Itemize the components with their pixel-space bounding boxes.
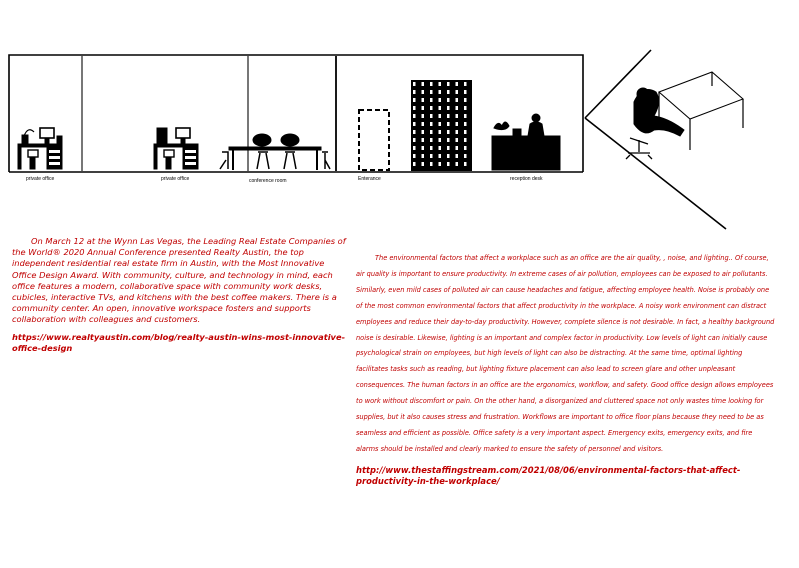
window-cell bbox=[464, 114, 467, 118]
window-cell bbox=[422, 162, 425, 166]
window-cell bbox=[464, 138, 467, 142]
window-cell bbox=[464, 82, 467, 86]
window-cell bbox=[430, 98, 433, 102]
window-cell bbox=[456, 122, 459, 126]
window-cell bbox=[464, 90, 467, 94]
label-private-office-1: private office bbox=[26, 176, 55, 182]
window-cell bbox=[422, 154, 425, 158]
window-cell bbox=[447, 82, 450, 86]
window-cell bbox=[447, 130, 450, 134]
window-cell bbox=[464, 106, 467, 110]
window-cell bbox=[456, 98, 459, 102]
window-cell bbox=[439, 154, 442, 158]
label-conference-room: conference room bbox=[249, 178, 287, 184]
window-cell bbox=[422, 146, 425, 150]
window-cell bbox=[439, 90, 442, 94]
window-cell bbox=[413, 138, 416, 142]
window-cell bbox=[447, 162, 450, 166]
window-grid-wall bbox=[411, 80, 472, 171]
window-cell bbox=[439, 106, 442, 110]
article-left-source-link[interactable]: https://www.realtyaustin.com/blog/realty-austin-wins-most-innovative-office-design bbox=[12, 331, 346, 353]
article-right bbox=[356, 251, 776, 488]
window-cell bbox=[413, 122, 416, 126]
window-cell bbox=[430, 154, 433, 158]
window-cell bbox=[413, 154, 416, 158]
window-cell bbox=[413, 162, 416, 166]
label-private-office-2: private office bbox=[161, 176, 190, 182]
window-cell bbox=[464, 146, 467, 150]
label-entrance: Enterance bbox=[358, 176, 381, 182]
window-cell bbox=[439, 122, 442, 126]
window-cell bbox=[413, 82, 416, 86]
window-cell bbox=[456, 154, 459, 158]
window-cell bbox=[447, 90, 450, 94]
window-cell bbox=[439, 82, 442, 86]
window-cell bbox=[422, 98, 425, 102]
window-cell bbox=[447, 122, 450, 126]
window-cell bbox=[422, 114, 425, 118]
window-cell bbox=[456, 114, 459, 118]
article-left-body: On March 12 at the Wynn Las Vegas, the Leading Real Estate Companies of the World® 2020 Annual Conference presented Realty Austin, the top independent residential real estate firm in Austin, with the Most Innovative Office Design Award. With community, culture, and technology in mind, each office features a modern, collaborative space with community work desks, cubicles, interactive TVs, and kitchens with the best coffee makers. There is a community center. An open, innovative workspace fosters and supports collaboration with colleagues and customers. bbox=[12, 236, 346, 325]
private-office-1-furniture bbox=[18, 128, 62, 169]
window-cell bbox=[447, 138, 450, 142]
window-cell bbox=[447, 106, 450, 110]
window-cell bbox=[422, 90, 425, 94]
window-cell bbox=[456, 82, 459, 86]
window-cell bbox=[447, 146, 450, 150]
window-cell bbox=[464, 98, 467, 102]
window-cell bbox=[430, 82, 433, 86]
entrance-door bbox=[359, 110, 389, 170]
window-cell bbox=[413, 106, 416, 110]
window-cell bbox=[464, 122, 467, 126]
window-cell bbox=[422, 122, 425, 126]
article-right-body: The environmental factors that affect a workplace such as an office are the air quality, , noise, and lighting.. Of course, air quality is important to ensure productivity. In extreme cases of air pollution, employees can be exposed to air pollutants. Similarly, even mild cases of polluted air can cause headaches and fatigue, affecting employee health. Noise is probably one of the most common environmental factors that affect productivity in the workplace. A noisy work environment can distract employees and reduce their day-to-day productivity. However, complete silence is not desirable. In fact, a healthy background noise is desirable. Likewise, lighting is an important and complex factor in productivity. Low levels of light can initially cause psychological strain on employees, but high levels of light can also be distracting. At the same time, optimal lighting facilitates tasks such as reading, but lighting fixture placement can also lead to screen glare and other unpleasant consequences. The human factors in an office are the ergonomics, workflow, and safety. Good office design allows employees to work without discomfort or pain. On the other hand, a disorganized and cluttered space not only wastes time looking for supplies, but it also causes stress and frustration. Workflows are important to office floor plans because they need to be as seamless and efficient as possible. Office safety is a very important aspect. Emergency exits, emergency exits, and fire alarms should be installed and clearly marked to ensure the safety of personnel and visitors. bbox=[356, 254, 775, 453]
article-left bbox=[12, 236, 350, 354]
window-cell bbox=[456, 130, 459, 134]
window-cell bbox=[430, 146, 433, 150]
article-right-source-link[interactable]: http://www.thestaffingstream.com/2021/08/06/environmental-factors-that-affect-productivity-in-the-workplace/ bbox=[356, 464, 741, 487]
window-cell bbox=[464, 162, 467, 166]
private-office-2-furniture bbox=[154, 128, 198, 169]
window-cell bbox=[447, 154, 450, 158]
window-cell bbox=[439, 98, 442, 102]
window-cell bbox=[413, 114, 416, 118]
window-cell bbox=[464, 154, 467, 158]
conference-room-furniture bbox=[220, 134, 330, 170]
window-cell bbox=[456, 90, 459, 94]
window-cell bbox=[422, 82, 425, 86]
ergonomic-desk-inset bbox=[585, 50, 743, 229]
window-cell bbox=[413, 98, 416, 102]
window-cell bbox=[422, 130, 425, 134]
window-cell bbox=[439, 138, 442, 142]
window-cell bbox=[413, 146, 416, 150]
window-cell bbox=[456, 146, 459, 150]
window-cell bbox=[447, 98, 450, 102]
window-cell bbox=[430, 106, 433, 110]
window-cell bbox=[413, 130, 416, 134]
window-cell bbox=[430, 130, 433, 134]
window-cell bbox=[439, 114, 442, 118]
window-cell bbox=[430, 162, 433, 166]
office-floor-plan bbox=[0, 0, 799, 240]
window-cell bbox=[456, 162, 459, 166]
window-cell bbox=[430, 138, 433, 142]
window-cell bbox=[413, 90, 416, 94]
window-cell bbox=[464, 130, 467, 134]
reception-desk bbox=[492, 114, 560, 170]
window-cell bbox=[430, 90, 433, 94]
window-cell bbox=[430, 114, 433, 118]
window-cell bbox=[422, 138, 425, 142]
window-cell bbox=[439, 130, 442, 134]
window-cell bbox=[422, 106, 425, 110]
window-cell bbox=[439, 146, 442, 150]
window-cell bbox=[456, 138, 459, 142]
window-cell bbox=[456, 106, 459, 110]
window-cell bbox=[447, 114, 450, 118]
window-cell bbox=[430, 122, 433, 126]
window-cell bbox=[439, 162, 442, 166]
label-reception-desk: reception desk bbox=[510, 176, 543, 182]
